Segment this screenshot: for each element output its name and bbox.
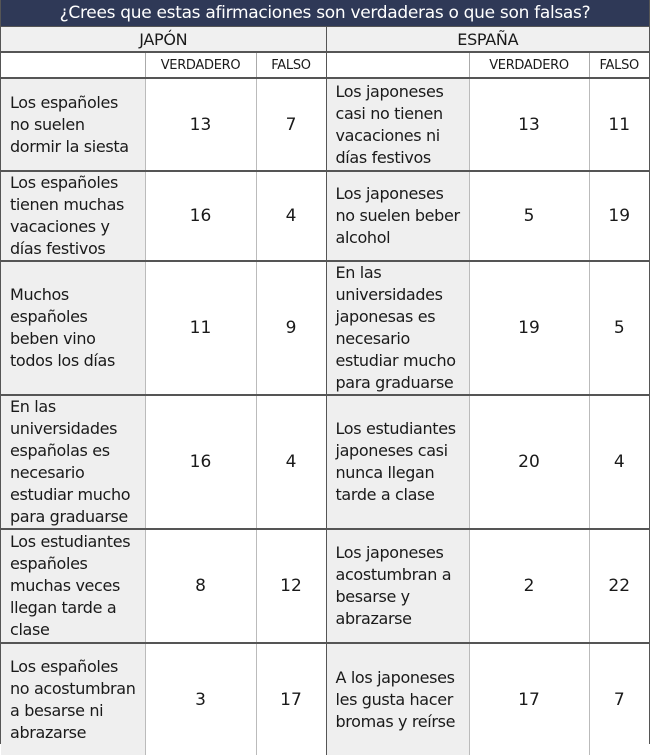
- column-header-true-spain: VERDADERO: [469, 52, 589, 78]
- japan-false-count: 4: [256, 171, 326, 261]
- japan-true-count: 8: [145, 529, 256, 643]
- table-row: [1, 643, 649, 755]
- spain-statement: Los estudiantes japoneses casi nunca llegan tarde a clase: [326, 395, 469, 529]
- spain-true-count: 5: [469, 171, 589, 261]
- japan-statement: Muchos españoles beben vino todos los días: [1, 261, 145, 395]
- spain-false-count: 7: [589, 643, 649, 755]
- japan-statement: Los estudiantes españoles muchas veces llegan tarde a clase: [1, 529, 145, 643]
- column-header-row: [1, 52, 649, 78]
- japan-true-count: 11: [145, 261, 256, 395]
- country-header-row: [1, 27, 649, 52]
- japan-statement: En las universidades españolas es necesario estudiar mucho para graduarse: [1, 395, 145, 529]
- spain-true-count: 19: [469, 261, 589, 395]
- spain-statement: Los japoneses acostumbran a besarse y abrazarse: [326, 529, 469, 643]
- table-row: [1, 529, 649, 643]
- spain-false-count: 19: [589, 171, 649, 261]
- table-row: [1, 261, 649, 395]
- spain-statement: A los japoneses les gusta hacer bromas y reírse: [326, 643, 469, 755]
- japan-false-count: 4: [256, 395, 326, 529]
- column-header-statement-japan: [1, 52, 145, 78]
- spain-false-count: 11: [589, 78, 649, 171]
- table-row: [1, 395, 649, 529]
- spain-statement: En las universidades japonesas es necesario estudiar mucho para graduarse: [326, 261, 469, 395]
- spain-false-count: 5: [589, 261, 649, 395]
- table-row: [1, 78, 649, 171]
- japan-statement: Los españoles no suelen dormir la siesta: [1, 78, 145, 171]
- spain-statement: Los japoneses no suelen beber alcohol: [326, 171, 469, 261]
- japan-false-count: 9: [256, 261, 326, 395]
- japan-true-count: 16: [145, 171, 256, 261]
- country-header-japan: JAPÓN: [1, 27, 326, 52]
- japan-false-count: 7: [256, 78, 326, 171]
- japan-statement: Los españoles no acostumbran a besarse ni abrazarse: [1, 643, 145, 755]
- japan-true-count: 3: [145, 643, 256, 755]
- spain-true-count: 2: [469, 529, 589, 643]
- column-header-false-japan: FALSO: [256, 52, 326, 78]
- spain-true-count: 17: [469, 643, 589, 755]
- survey-table: [1, 27, 649, 755]
- spain-false-count: 22: [589, 529, 649, 643]
- japan-true-count: 13: [145, 78, 256, 171]
- column-header-false-spain: FALSO: [589, 52, 649, 78]
- japan-false-count: 17: [256, 643, 326, 755]
- japan-false-count: 12: [256, 529, 326, 643]
- japan-true-count: 16: [145, 395, 256, 529]
- table-row: [1, 171, 649, 261]
- column-header-statement-spain: [326, 52, 469, 78]
- spain-false-count: 4: [589, 395, 649, 529]
- spain-statement: Los japoneses casi no tienen vacaciones ni días festivos: [326, 78, 469, 171]
- spain-true-count: 20: [469, 395, 589, 529]
- spain-true-count: 13: [469, 78, 589, 171]
- table-title: ¿Crees que estas afirmaciones son verdaderas o que son falsas?: [1, 0, 649, 27]
- column-header-true-japan: VERDADERO: [145, 52, 256, 78]
- japan-statement: Los españoles tienen muchas vacaciones y días festivos: [1, 171, 145, 261]
- country-header-spain: ESPAÑA: [326, 27, 649, 52]
